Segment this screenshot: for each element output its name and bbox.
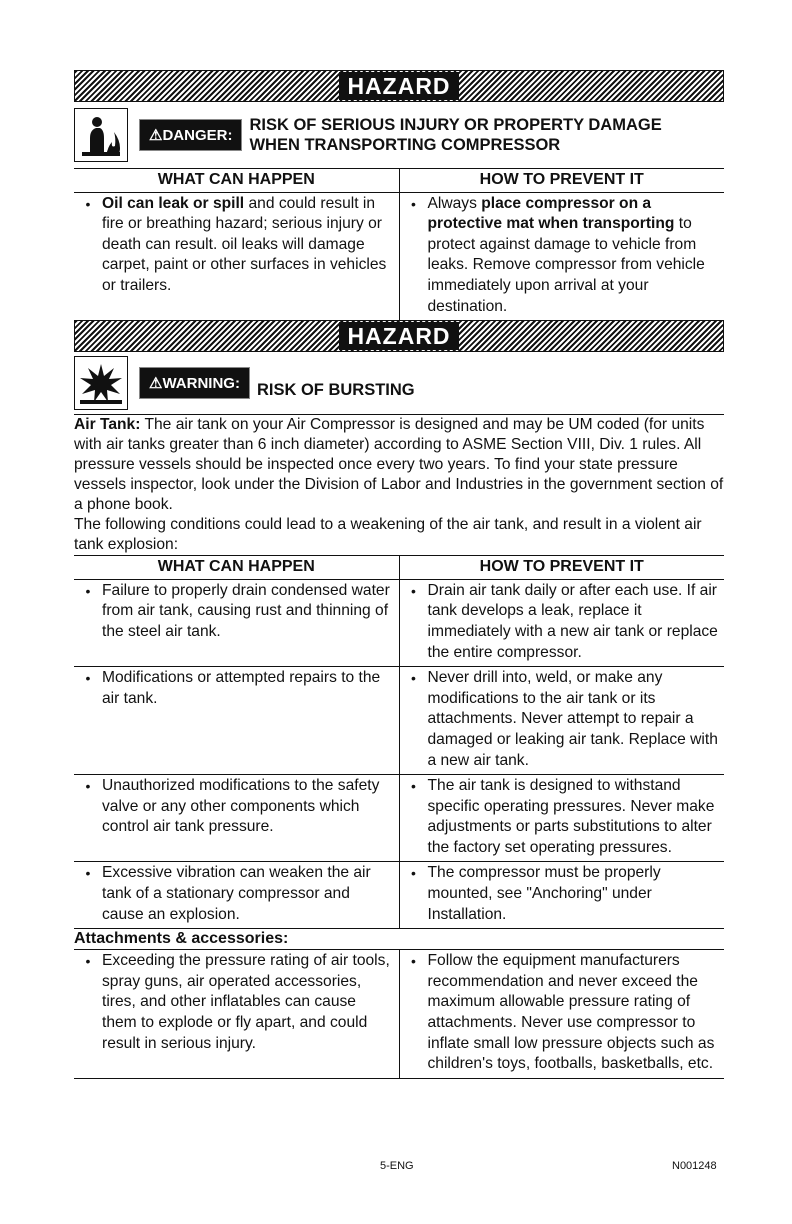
danger-header xyxy=(74,108,724,162)
risk-line-1: RISK OF SERIOUS INJURY OR PROPERTY DAMAGE xyxy=(249,116,662,134)
table-row xyxy=(74,579,724,666)
document-code: N001248 xyxy=(672,1160,717,1172)
bullet-icon: • xyxy=(411,953,416,970)
prevent-text: Never drill into, weld, or make any modifications to the air tank or its attachments. Never attempt to repair a damaged or leaking air tank. Replace with a new air tank. xyxy=(427,669,718,769)
bullet-icon: • xyxy=(411,582,416,599)
air-tank-text: The air tank on your Air Compressor is designed and may be UM coded (for units with air tanks greater than 6 inch diameter) according to ASME Section VIII, Div. 1 rules. All pressure vessels should be inspected once every two years. To find your state pressure vessels inspector, look under the Division of Labor and Industries in the government section of a phone book. xyxy=(74,416,724,514)
column-header-what: WHAT CAN HAPPEN xyxy=(74,556,399,580)
prevent-text: The compressor must be properly mounted, see "Anchoring" under Installation. xyxy=(427,864,661,923)
table-row xyxy=(74,667,724,775)
flame-person-icon xyxy=(78,112,124,158)
bullet-icon: • xyxy=(85,865,91,882)
hazard-text: Excessive vibration can weaken the air tank of a stationary compressor and cause an explosion. xyxy=(102,864,371,923)
prevent-text-pre: Always xyxy=(427,194,482,212)
column-header-how: HOW TO PREVENT IT xyxy=(399,556,724,580)
bullet-icon: • xyxy=(85,953,91,970)
risk-line-2: WHEN TRANSPORTING COMPRESSOR xyxy=(249,136,561,154)
bullet-icon: • xyxy=(411,865,416,882)
explosion-icon xyxy=(78,360,124,406)
table-row xyxy=(74,950,724,1078)
conditions-paragraph: The following conditions could lead to a weakening of the air tank, and result in a violent air tank explosion: xyxy=(74,516,702,554)
warning-risk-text: RISK OF BURSTING xyxy=(256,381,415,400)
warning-badge: ⚠WARNING: xyxy=(140,368,249,398)
hazard-bold-text: Oil can leak or spill xyxy=(102,194,245,212)
prevent-text: The air tank is designed to withstand specific operating pressures. Never make adjustments or parts substitutions to alter the factory set operating pressures. xyxy=(427,777,715,856)
bullet-icon: • xyxy=(411,670,416,687)
prevent-bold-text: place compressor on a protective mat when transporting xyxy=(427,194,675,233)
table-row xyxy=(74,775,724,862)
column-header-how: HOW TO PREVENT IT xyxy=(399,169,724,192)
table-row xyxy=(74,192,724,320)
hazard-banner-transport xyxy=(74,70,724,102)
bullet-icon: • xyxy=(411,195,416,212)
bullet-icon: • xyxy=(411,778,416,795)
bullet-icon: • xyxy=(85,778,91,795)
table-row xyxy=(74,862,724,928)
bullet-icon: • xyxy=(85,670,91,687)
warning-header xyxy=(74,356,724,410)
bullet-icon: • xyxy=(85,582,91,599)
hazard-text: Modifications or attempted repairs to the air tank. xyxy=(102,669,381,707)
column-header-what: WHAT CAN HAPPEN xyxy=(74,169,399,192)
explosion-symbol xyxy=(74,356,128,410)
hazard-banner-bursting xyxy=(74,320,724,352)
attachments-table xyxy=(74,950,724,1079)
hazard-banner-title: HAZARD xyxy=(339,72,458,100)
prevent-text: Follow the equipment manufacturers recommendation and never exceed the maximum allowable pressure rating of attachments. Never use compressor to inflate small low pressure objects such as children's toys, footballs, basketballs, etc. xyxy=(427,952,715,1073)
prevent-text: Drain air tank daily or after each use. If air tank develops a leak, replace it immediately with a new air tank or replace the entire compressor. xyxy=(427,581,718,661)
manual-page xyxy=(74,70,724,1079)
bursting-hazard-table xyxy=(74,555,724,928)
page-number: 5-ENG xyxy=(380,1160,414,1172)
hazard-text: Unauthorized modifications to the safety valve or any other components which control air tank pressure. xyxy=(102,777,380,836)
air-tank-label: Air Tank: xyxy=(74,416,141,434)
hazard-banner-title: HAZARD xyxy=(339,322,458,350)
danger-risk-text xyxy=(249,115,661,155)
fire-hazard-symbol xyxy=(74,108,128,162)
air-tank-paragraph xyxy=(74,415,724,515)
danger-badge: ⚠DANGER: xyxy=(140,120,241,150)
hazard-text: and could result in fire or breathing hazard; serious injury or death can result. oil leaks will damage carpet, paint or other surfaces in vehicles or trailers. xyxy=(102,194,387,294)
transport-hazard-table xyxy=(74,169,724,320)
attachments-heading: Attachments & accessories: xyxy=(74,928,724,950)
prevent-text: to protect against damage to vehicle from leaks. Remove compressor from vehicle immediately upon arrival at your destination. xyxy=(427,215,705,315)
hazard-text: Failure to properly drain condensed water from air tank, causing rust and thinning of the steel air tank. xyxy=(102,581,390,640)
bullet-icon: • xyxy=(85,195,91,212)
hazard-text: Exceeding the pressure rating of air tools, spray guns, air operated accessories, tires, and other inflatables can cause them to explode or fly apart, and could result in serious injury. xyxy=(102,952,390,1052)
